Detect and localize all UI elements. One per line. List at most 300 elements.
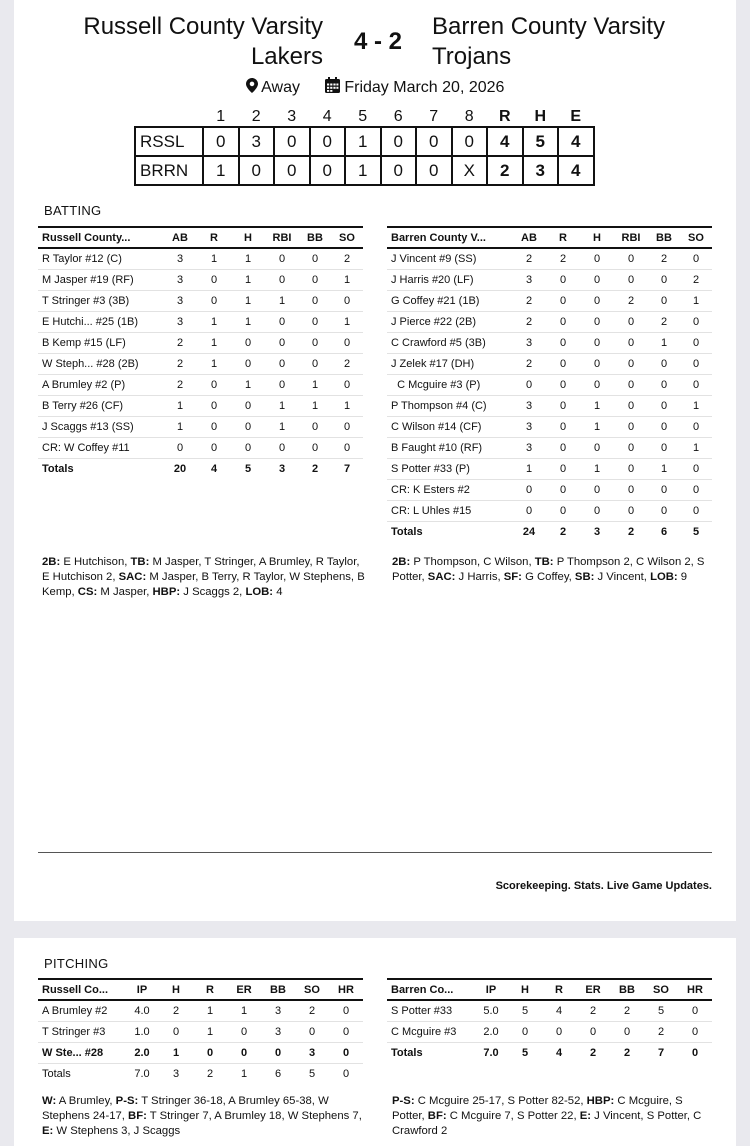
stat-column-header[interactable]: AB xyxy=(163,227,197,248)
stat-cell: 0 xyxy=(614,437,648,458)
note-value: A Brumley, xyxy=(56,1095,116,1107)
divider xyxy=(38,852,712,853)
totals-cell: 2 xyxy=(206,1067,214,1080)
player-name[interactable]: CR: L Uhles #15 xyxy=(387,500,512,521)
stat-cell: 0 xyxy=(546,290,580,311)
team-abbr: BRRN xyxy=(135,156,203,185)
stat-cell: 0 xyxy=(648,437,680,458)
home-pitching-notes xyxy=(392,1094,717,1139)
stat-column-header[interactable]: R xyxy=(197,227,231,248)
stat-cell: 2.0 xyxy=(474,1021,508,1042)
stat-column-header[interactable]: SO xyxy=(331,227,363,248)
note-value: C Mcguire 7, S Potter 22, xyxy=(446,1110,580,1122)
stat-cell: 0 xyxy=(231,353,265,374)
stat-cell: 0 xyxy=(580,479,614,500)
stat-cell: 1.0 xyxy=(125,1021,159,1042)
home-team-name[interactable]: Barren County Varsity Trojans xyxy=(432,13,665,70)
stat-cell: 0 xyxy=(546,500,580,521)
note-key: LOB: xyxy=(245,586,274,598)
note-key: LOB: xyxy=(650,571,678,583)
player-name[interactable]: J Harris #20 (LF) xyxy=(387,269,512,290)
stat-cell: 1 xyxy=(197,332,231,353)
team-abbr: RSSL xyxy=(135,127,203,156)
table-row xyxy=(387,353,712,374)
stat-cell: 0 xyxy=(299,269,331,290)
table-row xyxy=(387,395,712,416)
stat-cell: 0 xyxy=(680,416,712,437)
stat-cell: 0 xyxy=(542,1021,576,1042)
player-name[interactable]: CR: W Coffey #11 xyxy=(38,437,163,458)
stat-column-header[interactable]: HR xyxy=(678,979,712,1000)
player-name[interactable]: M Jasper #19 (RF) xyxy=(38,269,163,290)
totals-cell: 6 xyxy=(274,1067,282,1080)
player-name[interactable]: G Coffey #21 (1B) xyxy=(387,290,512,311)
inning-header: 5 xyxy=(358,107,368,125)
stat-cell: 1 xyxy=(680,395,712,416)
stat-cell: 0 xyxy=(580,500,614,521)
player-name[interactable]: C Mcguire #3 xyxy=(387,1021,474,1042)
stat-column-header[interactable]: R xyxy=(546,227,580,248)
stat-cell: 0 xyxy=(680,500,712,521)
stat-cell: 0 xyxy=(231,395,265,416)
stat-cell: 1 xyxy=(163,416,197,437)
stat-column-header[interactable]: AB xyxy=(512,227,546,248)
player-name[interactable]: T Stringer #3 (3B) xyxy=(38,290,163,311)
stat-cell: 4.0 xyxy=(125,1000,159,1021)
away-pitching-notes xyxy=(42,1094,367,1139)
player-name[interactable]: J Pierce #22 (2B) xyxy=(387,311,512,332)
player-name[interactable]: J Scaggs #13 (SS) xyxy=(38,416,163,437)
stat-cell: 2 xyxy=(331,248,363,269)
stat-cell: 0 xyxy=(580,374,614,395)
inning-header: 2 xyxy=(251,107,261,125)
table-row xyxy=(38,332,363,353)
note-value: T Stringer 36-18, A Brumley 65-38, W Stephens 24-17, xyxy=(42,1095,329,1122)
totals-cell: 4 xyxy=(210,463,218,476)
inning-header: 3 xyxy=(287,107,297,125)
table-row xyxy=(387,500,712,521)
table-row xyxy=(387,248,712,269)
stat-cell: 3 xyxy=(512,269,546,290)
stat-cell: 1 xyxy=(331,269,363,290)
stat-cell: 0 xyxy=(614,395,648,416)
table-row xyxy=(38,437,363,458)
totals-cell: 2 xyxy=(559,526,567,539)
player-name[interactable]: E Hutchi... #25 (1B) xyxy=(38,311,163,332)
note-value: E Hutchison, xyxy=(60,556,131,568)
pitching-card xyxy=(14,938,736,1146)
stat-cell: 0 xyxy=(580,290,614,311)
totals-cell: 7 xyxy=(657,1047,665,1060)
player-name[interactable]: S Potter #33 xyxy=(387,1000,474,1021)
stat-cell: 0 xyxy=(512,500,546,521)
stat-cell: 0 xyxy=(546,311,580,332)
totals-cell: 0 xyxy=(691,1047,699,1060)
stat-cell: 1 xyxy=(512,458,546,479)
team-column-header[interactable]: Barren Co... xyxy=(387,979,474,1000)
player-name[interactable]: J Zelek #17 (DH) xyxy=(387,353,512,374)
stat-cell: 4 xyxy=(542,1000,576,1021)
stat-cell: 0 xyxy=(678,1000,712,1021)
totals-cell: 5 xyxy=(244,463,252,476)
stat-cell: 0 xyxy=(546,458,580,479)
stat-cell: 1 xyxy=(265,416,299,437)
home-batting-table xyxy=(387,226,712,543)
stat-cell: 1 xyxy=(197,248,231,269)
totals-row xyxy=(387,1042,712,1064)
table-header-row xyxy=(387,227,712,248)
stat-cell: 0 xyxy=(648,290,680,311)
note-key: P-S: xyxy=(392,1095,415,1107)
stat-column-header[interactable]: H xyxy=(508,979,542,1000)
stat-cell: 1 xyxy=(299,395,331,416)
table-header-row xyxy=(387,979,712,1000)
totals-cell: 24 xyxy=(522,526,536,539)
table-row xyxy=(387,269,712,290)
stat-column-header[interactable]: SO xyxy=(295,979,329,1000)
player-name[interactable]: B Terry #26 (CF) xyxy=(38,395,163,416)
note-value: T Stringer 7, A Brumley 18, W Stephens 7, xyxy=(146,1110,362,1122)
stat-column-header[interactable]: ER xyxy=(227,979,261,1000)
batting-section-title: BATTING xyxy=(44,203,102,218)
stat-cell: 1 xyxy=(580,458,614,479)
stat-cell: 5.0 xyxy=(474,1000,508,1021)
table-row xyxy=(38,269,363,290)
stat-column-header[interactable]: SO xyxy=(680,227,712,248)
hits-header: H xyxy=(534,107,547,125)
stat-cell: 0 xyxy=(648,374,680,395)
team-column-header[interactable]: Russell Co... xyxy=(38,979,125,1000)
stat-cell: 0 xyxy=(614,248,648,269)
totals-cell: 3 xyxy=(593,526,601,539)
linescore-row: BRRN 1 0 0 0 1 0 0 X 2 3 4 xyxy=(135,156,594,185)
stat-cell: 2 xyxy=(610,1000,644,1021)
totals-cell: 4 xyxy=(555,1047,563,1060)
stat-cell: 2 xyxy=(648,311,680,332)
player-name[interactable]: R Taylor #12 (C) xyxy=(38,248,163,269)
stat-cell: 1 xyxy=(197,311,231,332)
stat-cell: 1 xyxy=(231,311,265,332)
note-key: TB: xyxy=(130,556,150,568)
stat-cell: 0 xyxy=(546,416,580,437)
stat-cell: 0 xyxy=(680,353,712,374)
note-key: CS: xyxy=(77,586,98,598)
stat-column-header[interactable]: RBI xyxy=(614,227,648,248)
team-column-header[interactable]: Russell County... xyxy=(38,227,163,248)
stat-column-header[interactable]: IP xyxy=(125,979,159,1000)
table-row xyxy=(38,374,363,395)
inning-header: 8 xyxy=(464,107,474,125)
stat-cell: 0 xyxy=(295,1021,329,1042)
table-row xyxy=(38,248,363,269)
stat-cell: 1 xyxy=(193,1021,227,1042)
player-name[interactable]: C Mcguire #3 (P) xyxy=(387,374,512,395)
stat-cell: 0 xyxy=(648,395,680,416)
stat-cell: 0 xyxy=(580,332,614,353)
stat-cell: 0 xyxy=(197,437,231,458)
game-meta xyxy=(14,77,736,97)
stat-cell: 0 xyxy=(261,1042,295,1063)
stat-cell: 0 xyxy=(227,1042,261,1063)
table-header-row xyxy=(38,979,363,1000)
stat-column-header[interactable]: BB xyxy=(648,227,680,248)
stat-cell: 0 xyxy=(680,332,712,353)
stat-cell: 0 xyxy=(227,1021,261,1042)
stat-cell: 0 xyxy=(329,1021,363,1042)
totals-cell: 5 xyxy=(692,526,700,539)
note-value: 4 xyxy=(273,586,283,598)
home-batting-notes xyxy=(392,555,717,585)
player-name[interactable]: A Brumley #2 xyxy=(38,1000,125,1021)
stat-cell: 0 xyxy=(159,1021,193,1042)
totals-cell: 2 xyxy=(311,463,319,476)
totals-row xyxy=(38,1063,363,1084)
stat-cell: 3 xyxy=(163,248,197,269)
note-key: E: xyxy=(42,1125,54,1137)
stat-cell: 0 xyxy=(197,290,231,311)
stat-cell: 1 xyxy=(231,290,265,311)
player-name[interactable]: C Crawford #5 (3B) xyxy=(387,332,512,353)
player-name[interactable]: T Stringer #3 xyxy=(38,1021,125,1042)
stat-cell: 2 xyxy=(614,290,648,311)
stat-cell: 3 xyxy=(261,1021,295,1042)
away-team-name[interactable]: Russell County Varsity Lakers xyxy=(83,13,323,70)
stat-cell: 5 xyxy=(644,1000,678,1021)
player-name[interactable]: J Vincent #9 (SS) xyxy=(387,248,512,269)
stat-cell: 0 xyxy=(614,500,648,521)
stat-cell: 0 xyxy=(508,1021,542,1042)
stat-cell: 1 xyxy=(580,416,614,437)
stat-column-header[interactable]: R xyxy=(542,979,576,1000)
stat-cell: 0 xyxy=(614,479,648,500)
stat-column-header[interactable]: BB xyxy=(261,979,295,1000)
note-key: BF: xyxy=(128,1110,147,1122)
note-value: M Jasper, T Stringer, A Brumley, R Taylor, E Hutchison 2, xyxy=(42,556,360,583)
stat-cell: 0 xyxy=(546,269,580,290)
stat-cell: 3 xyxy=(261,1000,295,1021)
stat-cell: 0 xyxy=(299,290,331,311)
stat-cell: 0 xyxy=(580,311,614,332)
box-score-card xyxy=(14,0,736,921)
note-key: HBP: xyxy=(586,1095,615,1107)
table-row xyxy=(38,1021,363,1042)
player-name[interactable]: B Kemp #15 (LF) xyxy=(38,332,163,353)
player-name[interactable]: P Thompson #4 (C) xyxy=(387,395,512,416)
stat-column-header[interactable]: H xyxy=(159,979,193,1000)
team-column-header[interactable]: Barren County V... xyxy=(387,227,512,248)
table-row xyxy=(387,416,712,437)
stat-column-header[interactable]: SO xyxy=(644,979,678,1000)
stat-cell: 1 xyxy=(163,395,197,416)
stat-cell: 1 xyxy=(331,311,363,332)
note-key: 2B: xyxy=(42,556,61,568)
stat-column-header[interactable]: ER xyxy=(576,979,610,1000)
stat-cell: 0 xyxy=(614,416,648,437)
stat-cell: 0 xyxy=(331,290,363,311)
note-key: 2B: xyxy=(392,556,411,568)
stat-cell: 2 xyxy=(159,1000,193,1021)
stat-cell: 0 xyxy=(331,332,363,353)
runs-header: R xyxy=(498,107,511,125)
stat-cell: 0 xyxy=(197,269,231,290)
player-name[interactable]: W Ste... #28 xyxy=(38,1042,125,1063)
stat-cell: 2 xyxy=(512,353,546,374)
stat-cell: 2 xyxy=(644,1021,678,1042)
table-row xyxy=(387,458,712,479)
stat-cell: 0 xyxy=(614,332,648,353)
player-name[interactable]: B Faught #10 (RF) xyxy=(387,437,512,458)
stat-cell: 2.0 xyxy=(125,1042,159,1063)
totals-cell: 3 xyxy=(278,463,286,476)
calendar-icon xyxy=(325,79,340,96)
stat-cell: 0 xyxy=(680,374,712,395)
stat-cell: 0 xyxy=(614,353,648,374)
stat-cell: 0 xyxy=(331,374,363,395)
stat-column-header[interactable]: IP xyxy=(474,979,508,1000)
note-value: J Vincent, xyxy=(594,571,651,583)
table-row xyxy=(38,1000,363,1021)
stat-cell: 0 xyxy=(265,374,299,395)
note-value: M Jasper, xyxy=(97,586,153,598)
stat-cell: 0 xyxy=(197,374,231,395)
totals-cell: 2 xyxy=(623,1047,631,1060)
stat-cell: 2 xyxy=(163,374,197,395)
totals-cell: 1 xyxy=(240,1067,248,1080)
stat-cell: 0 xyxy=(614,311,648,332)
table-row xyxy=(38,290,363,311)
player-name[interactable]: CR: K Esters #2 xyxy=(387,479,512,500)
stat-cell: 2 xyxy=(163,332,197,353)
stat-cell: 0 xyxy=(197,395,231,416)
footer-tagline: Scorekeeping. Stats. Live Game Updates. xyxy=(495,880,712,892)
stat-cell: 0 xyxy=(580,269,614,290)
note-key: W: xyxy=(42,1095,57,1107)
stat-cell: 1 xyxy=(299,374,331,395)
stat-cell: 2 xyxy=(648,248,680,269)
stat-column-header[interactable]: HR xyxy=(329,979,363,1000)
note-key: P-S: xyxy=(115,1095,139,1107)
stat-cell: 0 xyxy=(299,311,331,332)
note-value: J Vincent, S Potter, C Crawford 2 xyxy=(392,1110,702,1137)
stat-cell: 0 xyxy=(265,332,299,353)
errors-header: E xyxy=(570,107,582,125)
stat-cell: 0 xyxy=(614,458,648,479)
stat-cell: 3 xyxy=(512,332,546,353)
note-value: J Harris, xyxy=(455,571,504,583)
totals-cell: 20 xyxy=(173,463,187,476)
stat-cell: 2 xyxy=(295,1000,329,1021)
away-batting-table xyxy=(38,226,363,480)
away-pitching-table xyxy=(38,978,363,1084)
stat-cell: 0 xyxy=(197,416,231,437)
stat-cell: 0 xyxy=(231,437,265,458)
stat-cell: 1 xyxy=(197,353,231,374)
note-key: BF: xyxy=(427,1110,447,1122)
note-value: G Coffey, xyxy=(521,571,575,583)
player-name[interactable]: A Brumley #2 (P) xyxy=(38,374,163,395)
stat-cell: 0 xyxy=(680,479,712,500)
stat-cell: 0 xyxy=(546,437,580,458)
stat-cell: 0 xyxy=(680,311,712,332)
note-key: SF: xyxy=(503,571,522,583)
table-row xyxy=(387,479,712,500)
stat-column-header[interactable]: R xyxy=(193,979,227,1000)
totals-cell: 7.0 xyxy=(134,1067,150,1080)
stat-cell: 0 xyxy=(580,437,614,458)
totals-label: Totals xyxy=(42,1067,71,1080)
stat-cell: 0 xyxy=(265,248,299,269)
stat-cell: 1 xyxy=(227,1000,261,1021)
stat-cell: 0 xyxy=(299,248,331,269)
note-key: SAC: xyxy=(427,571,456,583)
note-value: C Mcguire 25-17, S Potter 82-52, xyxy=(414,1095,587,1107)
stat-cell: 0 xyxy=(678,1021,712,1042)
stat-cell: 0 xyxy=(648,416,680,437)
note-key: E: xyxy=(579,1110,592,1122)
stat-cell: 2 xyxy=(680,269,712,290)
note-key: SAC: xyxy=(118,571,147,583)
stat-cell: 0 xyxy=(648,479,680,500)
note-value: J Scaggs 2, xyxy=(180,586,246,598)
stat-cell: 1 xyxy=(265,290,299,311)
stat-cell: 1 xyxy=(331,395,363,416)
stat-cell: 0 xyxy=(265,311,299,332)
stat-cell: 0 xyxy=(329,1000,363,1021)
stat-cell: 0 xyxy=(614,374,648,395)
stat-cell: 3 xyxy=(163,269,197,290)
stat-cell: 0 xyxy=(610,1021,644,1042)
stat-cell: 1 xyxy=(231,269,265,290)
totals-row xyxy=(387,521,712,543)
stat-cell: 1 xyxy=(648,458,680,479)
game-date: Friday March 20, 2026 xyxy=(344,79,505,96)
stat-column-header[interactable]: H xyxy=(580,227,614,248)
inning-header: 1 xyxy=(216,107,226,125)
stat-column-header[interactable]: RBI xyxy=(265,227,299,248)
stat-cell: 1 xyxy=(193,1000,227,1021)
stat-cell: 0 xyxy=(231,416,265,437)
note-key: SB: xyxy=(574,571,595,583)
totals-cell: 5 xyxy=(308,1067,316,1080)
stat-cell: 0 xyxy=(163,437,197,458)
table-row xyxy=(387,1000,712,1021)
stat-cell: 0 xyxy=(265,437,299,458)
player-name[interactable]: C Wilson #14 (CF) xyxy=(387,416,512,437)
stat-cell: 0 xyxy=(299,353,331,374)
note-value: 9 xyxy=(677,571,688,583)
stat-column-header[interactable]: BB xyxy=(610,979,644,1000)
stat-cell: 1 xyxy=(648,332,680,353)
player-name[interactable]: S Potter #33 (P) xyxy=(387,458,512,479)
totals-label: Totals xyxy=(391,1047,423,1060)
stat-cell: 0 xyxy=(512,374,546,395)
stat-cell: 0 xyxy=(546,374,580,395)
stat-cell: 0 xyxy=(331,437,363,458)
stat-column-header[interactable]: H xyxy=(231,227,265,248)
totals-row xyxy=(38,458,363,480)
stat-cell: 0 xyxy=(648,500,680,521)
note-value: P Thompson 2, C Wilson 2, S Potter, xyxy=(392,556,705,583)
stat-cell: 0 xyxy=(680,248,712,269)
stat-cell: 1 xyxy=(265,395,299,416)
home-pitching-table xyxy=(387,978,712,1064)
table-row xyxy=(38,1042,363,1063)
player-name[interactable]: W Steph... #28 (2B) xyxy=(38,353,163,374)
note-key: HBP: xyxy=(152,586,181,598)
totals-cell: 3 xyxy=(172,1067,180,1080)
table-row xyxy=(387,332,712,353)
stat-column-header[interactable]: BB xyxy=(299,227,331,248)
